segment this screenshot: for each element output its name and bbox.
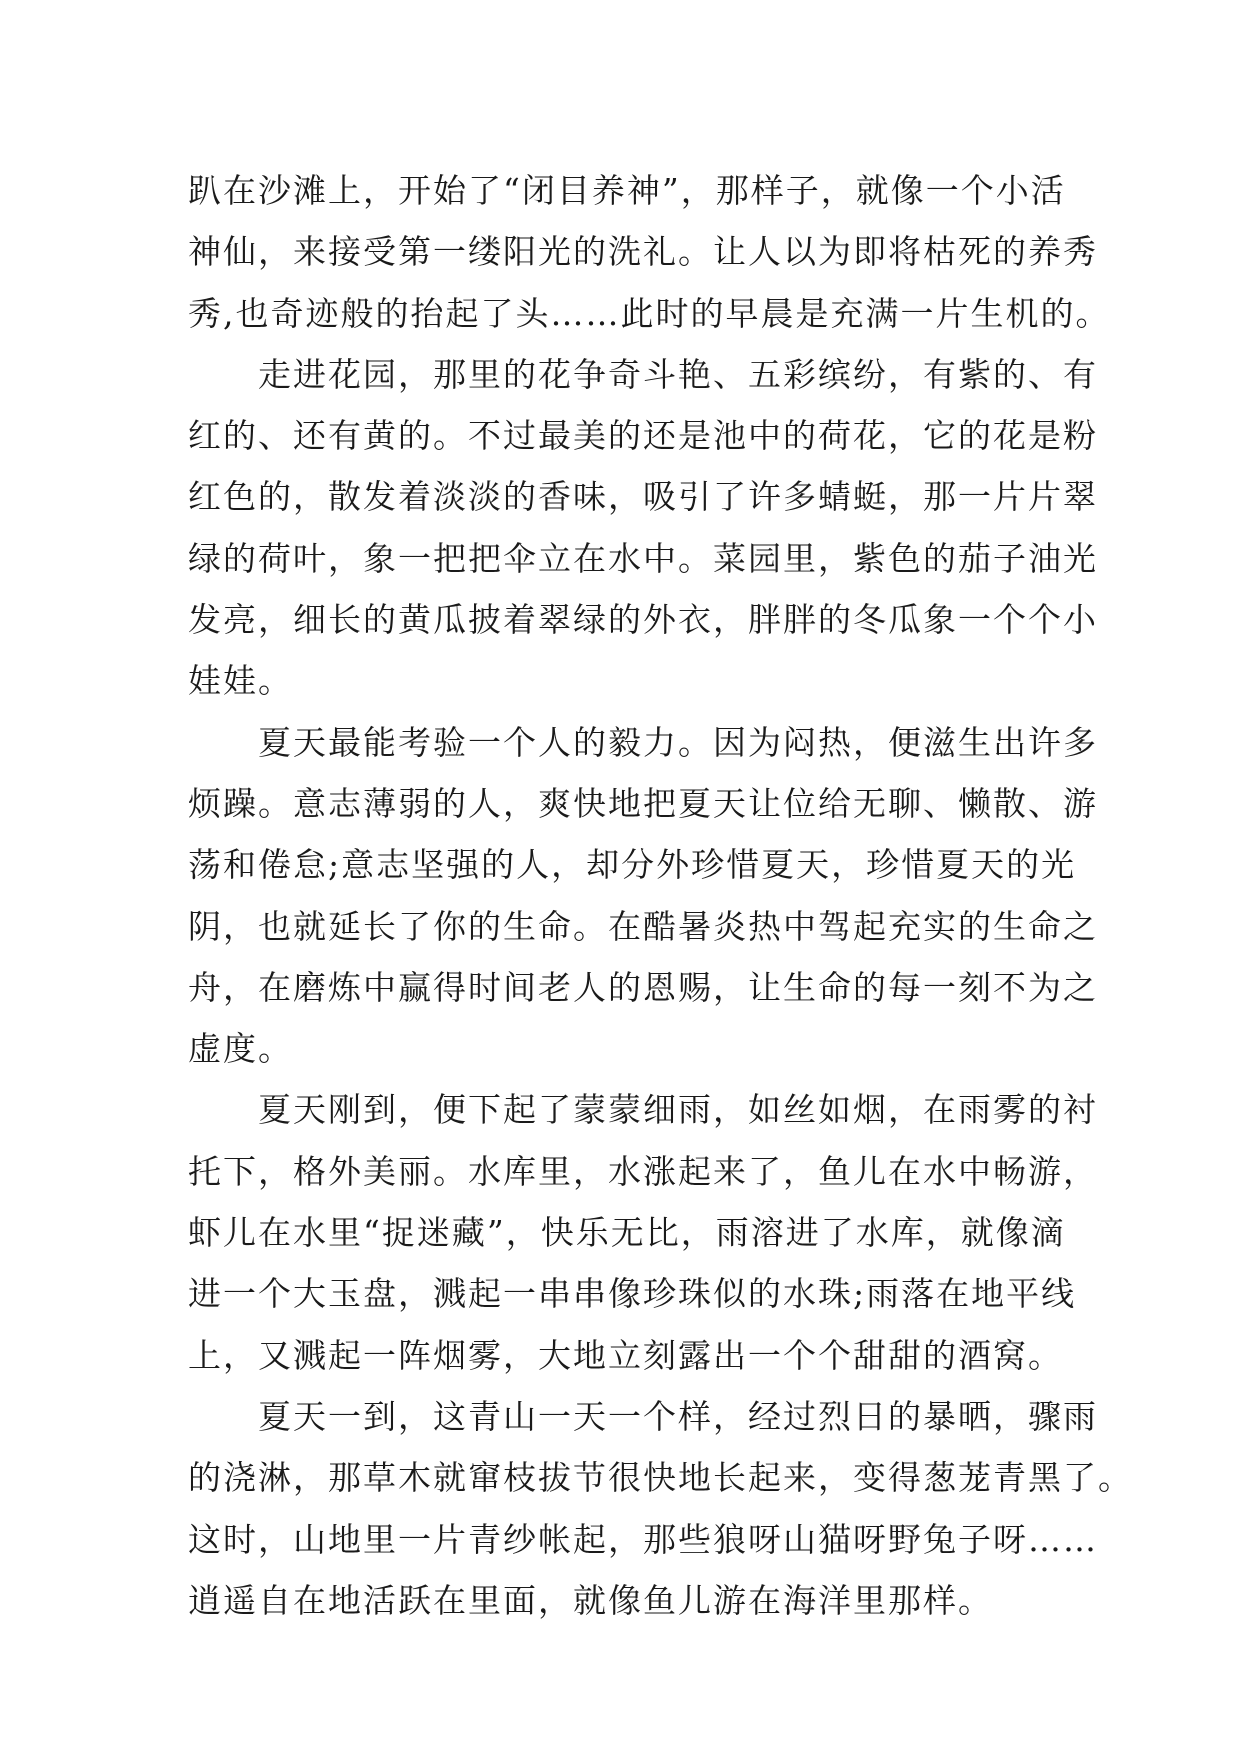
text-line: 这时，山地里一片青纱帐起，那些狼呀山猫呀野兔子呀…… [188,1519,1098,1559]
text-line: 上，又溅起一阵烟雾，大地立刻露出一个个甜甜的酒窝。 [188,1335,1063,1375]
text-line: 虚度。 [188,1029,293,1069]
text-line: 红的、还有黄的。不过最美的还是池中的荷花，它的花是粉 [188,416,1098,456]
text-line: 娃娃。 [188,661,293,701]
text-line: 秀,也奇迹般的抬起了头……此时的早晨是充满一片生机的。 [188,293,1111,333]
text-line: 绿的荷叶，象一把把伞立在水中。菜园里，紫色的茄子油光 [188,538,1098,578]
text-line: 趴在沙滩上，开始了“闭目养神”，那样子，就像一个小活 [188,171,1066,210]
text-line: 阴，也就延长了你的生命。在酷暑炎热中驾起充实的生命之 [188,906,1098,946]
paragraph-first-line: 夏天一到，这青山一天一个样，经过烈日的暴晒，骤雨 [258,1396,1098,1436]
text-line: 神仙，来接受第一缕阳光的洗礼。让人以为即将枯死的养秀 [188,232,1098,272]
text-line: 烦躁。意志薄弱的人，爽快地把夏天让位给无聊、懒散、游 [188,783,1098,823]
body-text [188,160,1133,1631]
text-line: 的浇淋，那草木就窜枝拔节很快地长起来，变得葱茏青黑了。 [188,1458,1133,1498]
paragraph-first-line: 夏天最能考验一个人的毅力。因为闷热，便滋生出许多 [258,722,1098,762]
text-line: 发亮，细长的黄瓜披着翠绿的外衣，胖胖的冬瓜象一个个小 [188,600,1098,640]
text-line: 舟，在磨炼中赢得时间老人的恩赐，让生命的每一刻不为之 [188,967,1098,1007]
text-line: 逍遥自在地活跃在里面，就像鱼儿游在海洋里那样。 [188,1580,993,1620]
paragraph-first-line: 走进花园，那里的花争奇斗艳、五彩缤纷，有紫的、有 [258,354,1098,394]
text-line: 荡和倦怠;意志坚强的人，却分外珍惜夏天，珍惜夏天的光 [188,845,1077,885]
text-line: 进一个大玉盘，溅起一串串像珍珠似的水珠;雨落在地平线 [188,1274,1077,1314]
text-line: 虾儿在水里“捉迷藏”，快乐无比，雨溶进了水库，就像滴 [188,1213,1066,1253]
paragraph-first-line: 夏天刚到，便下起了蒙蒙细雨，如丝如烟，在雨雾的衬 [258,1090,1098,1130]
text-line: 托下，格外美丽。水库里，水涨起来了，鱼儿在水中畅游， [188,1151,1098,1191]
text-line: 红色的，散发着淡淡的香味，吸引了许多蜻蜓，那一片片翠 [188,477,1098,517]
